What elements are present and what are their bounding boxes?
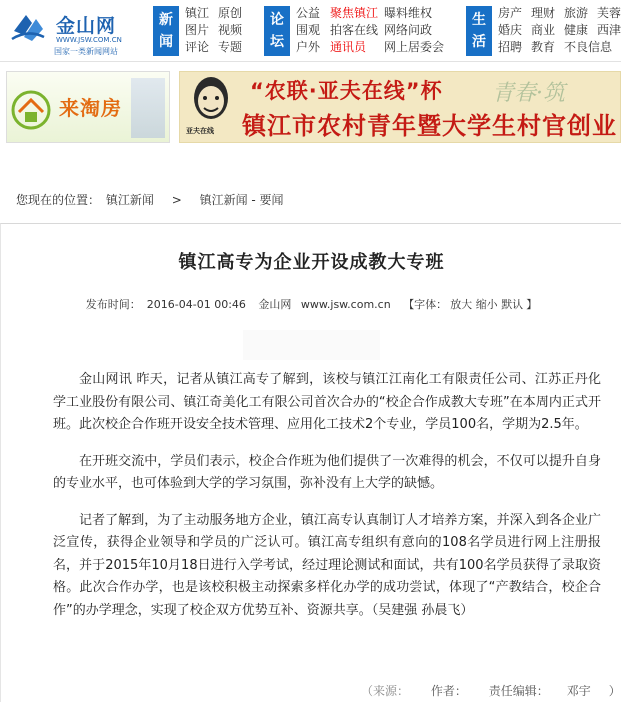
article-signature: （来源： 作者： 责任编辑： 邓宇 ） xyxy=(361,684,621,698)
nav-link[interactable]: 芙蓉 xyxy=(597,6,621,20)
breadcrumb-separator: > xyxy=(171,193,182,207)
nav-link[interactable]: 原创 xyxy=(218,6,243,20)
article-title: 镇江高专为企业开设成教大专班 xyxy=(178,252,445,273)
nav-forum xyxy=(264,4,460,58)
font-small-link[interactable]: 缩小 xyxy=(475,298,498,311)
nav-link-hot[interactable]: 聚焦镇江 xyxy=(330,6,379,20)
publish-time: 2016-04-01 00:46 xyxy=(146,298,246,311)
article-paragraph: 金山网讯 昨天，记者从镇江高专了解到，该校与镇江江南化工有限责任公司、江苏正丹化学工业股份有限公司、镇江奇美化工有限公司首次合办的“校企合作成教大专班”在本周内正式开班。此次校企合作班开设安全技术管理、应用化工技术2个专业，学员100名，学期为2.5年。 xyxy=(53,372,601,432)
breadcrumb-label: 您现在的位置： xyxy=(16,193,101,207)
article xyxy=(0,223,621,702)
ad-brand: 来淘房 xyxy=(59,96,122,120)
nav-link[interactable]: 拍客在线 xyxy=(330,23,379,37)
nav-link[interactable]: 专题 xyxy=(218,40,243,54)
site-slogan: 国家一类新闻网站 xyxy=(54,47,118,56)
article-body xyxy=(53,369,601,636)
site-name: 金山网 xyxy=(56,15,117,37)
nav-link[interactable]: 户外 xyxy=(296,40,321,54)
breadcrumb-item[interactable]: 镇江新闻 - 要闻 xyxy=(199,193,284,207)
article-meta: 发布时间： 2016-04-01 00:46 金山网 www.jsw.com.cn 【字体： 放大 缩小 默认 】 xyxy=(85,298,538,311)
nav-link[interactable]: 不良信息 xyxy=(564,40,613,54)
site-url: WWW.JSW.COM.CN xyxy=(56,36,122,44)
author-label: 作者： xyxy=(430,684,467,698)
editor-label: 责任编辑： xyxy=(488,684,549,698)
nav-badge-forum[interactable]: 论 坛 xyxy=(264,6,290,56)
nav-link[interactable]: 评论 xyxy=(185,40,210,54)
ad-banner-contest[interactable] xyxy=(179,71,621,143)
nav-badge-news[interactable]: 新 闻 xyxy=(153,6,179,56)
nav-life-links xyxy=(498,6,621,55)
nav-link[interactable]: 招聘 xyxy=(498,40,523,54)
city-skyline xyxy=(131,78,165,138)
nav-life xyxy=(466,4,621,58)
article-image-placeholder xyxy=(243,330,380,360)
nav-news xyxy=(153,4,253,58)
nav-link[interactable]: 商业 xyxy=(531,23,556,37)
article-source-url: www.jsw.com.cn xyxy=(300,298,391,311)
nav-link[interactable]: 旅游 xyxy=(564,6,589,20)
article-paragraph: 在开班交流中，学员们表示，校企合作班为他们提供了一次难得的机会，不仅可以提升自身的专业水平，也可体验到大学的学习氛围，弥补没有上大学的缺憾。 xyxy=(53,453,601,491)
ad-banner-laitaofang[interactable] xyxy=(6,71,170,143)
nav-link[interactable]: 图片 xyxy=(185,23,210,37)
article-paragraph: 记者了解到，为了主动服务地方企业，镇江高专认真制订人才培养方案，并深入到各企业广泛宣传，获得企业领导和学员的广泛认可。镇江高专组织有意向的108名学员进行网上注册报名，并于2015年10月18日进行入学考试，经过理论测试和面试，共有100名学员获得了录取资格。此次合作办学，也是该校积极主动探索多样化办学的成功尝试，体现了“产教结合，校企合作”的办学理念，实现了校企双方优势互补、资源共享。（吴建强 孙晨飞） xyxy=(53,512,601,618)
nav-badge-life[interactable]: 生 活 xyxy=(466,6,492,56)
source-label: （来源： xyxy=(361,684,410,698)
nav-link[interactable]: 婚庆 xyxy=(498,23,523,37)
nav-link[interactable]: 教育 xyxy=(531,40,556,54)
nav-news-links xyxy=(185,6,251,55)
nav-link[interactable]: 房产 xyxy=(498,6,523,20)
font-default-link[interactable]: 默认 xyxy=(501,298,524,311)
nav-link[interactable]: 网上居委会 xyxy=(384,40,445,54)
jsw-logo-icon xyxy=(10,9,46,45)
nav-link[interactable]: 视频 xyxy=(218,23,243,37)
nav-link[interactable]: 理财 xyxy=(531,6,556,20)
nav-link[interactable]: 曝料维权 xyxy=(384,6,433,20)
nav-link[interactable]: 镇江 xyxy=(185,6,210,20)
site-logo[interactable] xyxy=(6,5,146,57)
nav-link-hot[interactable]: 通讯员 xyxy=(330,40,367,54)
editor-name: 邓宇 xyxy=(566,684,591,698)
portrait-caption: 亚夫在线 xyxy=(186,127,214,135)
ad-deco-text: 青春·筑 xyxy=(492,81,565,106)
ad-subheadline: 镇江市农村青年暨大学生村官创业 xyxy=(242,112,617,140)
house-icon xyxy=(11,88,51,132)
nav-link[interactable]: 网络问政 xyxy=(384,23,433,37)
nav-link[interactable]: 公益 xyxy=(296,6,321,20)
nav-link[interactable]: 西津 xyxy=(597,23,621,37)
portrait-icon xyxy=(184,74,238,124)
font-large-link[interactable]: 放大 xyxy=(450,298,473,311)
nav-link[interactable]: 健康 xyxy=(564,23,589,37)
breadcrumb-item[interactable]: 镇江新闻 xyxy=(105,193,154,207)
nav-link[interactable]: 围观 xyxy=(296,23,321,37)
site-header xyxy=(0,0,621,62)
breadcrumb xyxy=(16,191,284,208)
article-source: 金山网 xyxy=(258,298,292,311)
nav-forum-links xyxy=(296,6,445,55)
ad-headline: “农联·亚夫在线”杯 xyxy=(250,79,443,103)
